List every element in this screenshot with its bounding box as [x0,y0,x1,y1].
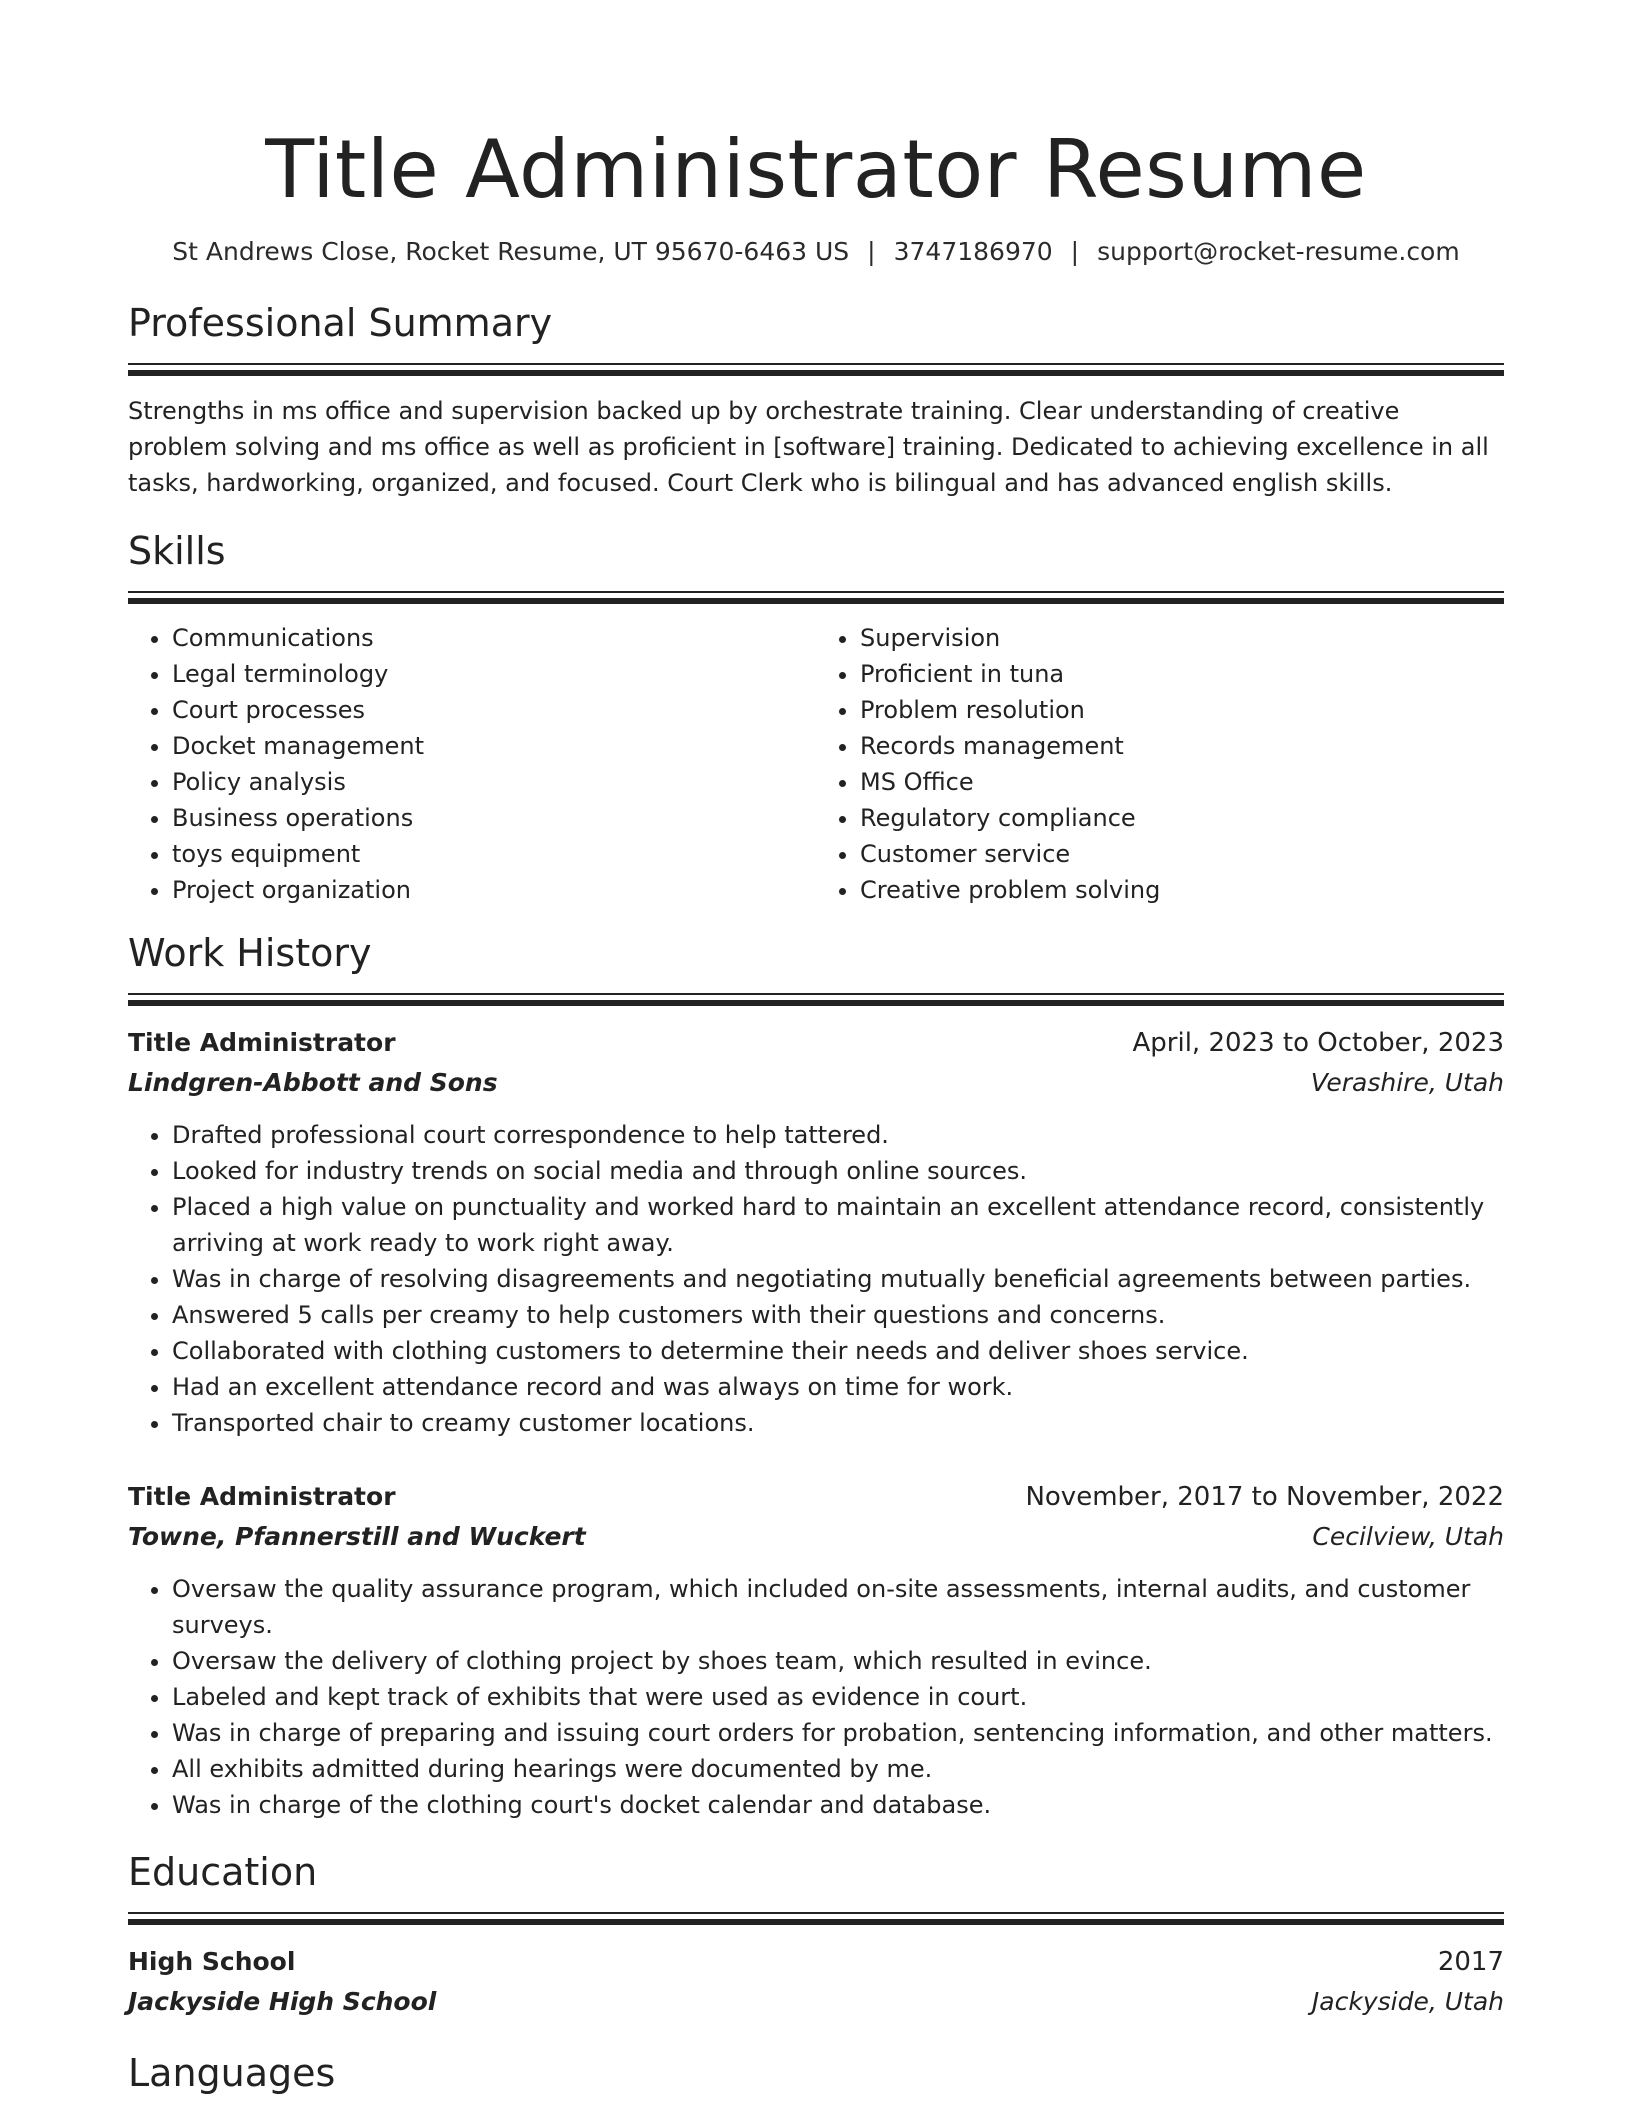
skill-item: • Creative problem solving [860,872,1504,908]
languages-section [128,2048,1504,2098]
contact-phone: 3747186970 [893,237,1053,266]
section-divider [128,363,1504,375]
job-employer-row [128,1517,1504,1557]
skills-column-left [128,620,816,908]
education-school-row [128,1982,1504,2022]
job-duties-list [128,1571,1504,1823]
contact-line [128,234,1504,270]
skills-heading: Skills [128,529,226,573]
education-section [128,1847,1504,2022]
job-dates: November, 2017 to November, 2022 [1025,1482,1504,1512]
contact-separator: | [867,237,876,266]
resume-title: Title Administrator Resume [265,123,1367,216]
job-duty: • Oversaw the delivery of clothing project by shoes team, which resulted in evince. [172,1643,1504,1679]
work-history-section [128,928,1504,1823]
section-divider [128,1912,1504,1924]
job-location: Verashire, Utah [1310,1068,1504,1097]
summary-heading: Professional Summary [128,301,553,345]
languages-heading: Languages [128,2051,336,2095]
skill-item: • Proficient in tuna [860,656,1504,692]
contact-email: support@rocket-resume.com [1097,237,1460,266]
job-duties-list [128,1117,1504,1441]
job-duty: • Drafted professional court correspondence to help tattered. [172,1117,1504,1153]
skill-item: • Legal terminology [172,656,816,692]
job-dates: April, 2023 to October, 2023 [1132,1028,1504,1058]
job-duty: • Had an excellent attendance record and was always on time for work. [172,1369,1504,1405]
resume-document [128,0,1504,2098]
skill-item: • Court processes [172,692,816,728]
skills-column-right [816,620,1504,908]
job-duty: • All exhibits admitted during hearings were documented by me. [172,1751,1504,1787]
job-header-row [128,1477,1504,1517]
education-school: Jackyside High School [128,1987,437,2016]
section-divider [128,993,1504,1005]
job-employer-row [128,1063,1504,1103]
job-duty: • Oversaw the quality assurance program, which included on-site assessments, internal audits, and customer surveys. [172,1571,1504,1643]
skill-item: • MS Office [860,764,1504,800]
skill-item: • Project organization [172,872,816,908]
skill-item: • Supervision [860,620,1504,656]
job-duty: • Placed a high value on punctuality and worked hard to maintain an excellent attendance record, consistently arriving at work ready to work right away. [172,1189,1504,1261]
job-title: Title Administrator [128,1482,396,1511]
summary-text: Strengths in ms office and supervision backed up by orchestrate training. Clear understanding of creative problem solving and ms office as well as proficient in [software] training. Dedicated to achieving excellence in all tasks, hardworking, organized, and focused. Court Clerk who is bilingual and has advanced english skills. [128,397,1489,497]
education-degree: High School [128,1947,296,1976]
education-year: 2017 [1437,1947,1504,1977]
education-location: Jackyside, Utah [1311,1987,1504,2016]
skill-item: • toys equipment [172,836,816,872]
job-company: Towne, Pfannerstill and Wuckert [128,1522,586,1551]
education-header-row [128,1942,1504,1982]
job-duty: • Looked for industry trends on social media and through online sources. [172,1153,1504,1189]
job-duty: • Was in charge of resolving disagreements and negotiating mutually beneficial agreements between parties. [172,1261,1504,1297]
section-divider [128,591,1504,603]
work-history-heading: Work History [128,931,372,975]
job-entry [128,1023,1504,1441]
job-duty: • Answered 5 calls per creamy to help customers with their questions and concerns. [172,1297,1504,1333]
job-header-row [128,1023,1504,1063]
contact-separator: | [1070,237,1080,266]
skill-item: • Records management [860,728,1504,764]
skill-item: • Customer service [860,836,1504,872]
education-entry [128,1942,1504,2022]
job-duty: • Was in charge of the clothing court's docket calendar and database. [172,1787,1504,1823]
summary-section [128,298,1504,501]
skill-item: • Policy analysis [172,764,816,800]
job-duty: • Labeled and kept track of exhibits that were used as evidence in court. [172,1679,1504,1715]
skill-item: • Business operations [172,800,816,836]
job-location: Cecilview, Utah [1312,1522,1504,1551]
skills-section [128,526,1504,908]
job-entry [128,1477,1504,1823]
education-heading: Education [128,1850,318,1894]
skills-grid [128,620,1504,908]
job-duty: • Transported chair to creamy customer locations. [172,1405,1504,1441]
skill-item: • Docket management [172,728,816,764]
skill-item: • Communications [172,620,816,656]
skill-item: • Regulatory compliance [860,800,1504,836]
skill-item: • Problem resolution [860,692,1504,728]
job-title: Title Administrator [128,1028,396,1057]
contact-address: St Andrews Close, Rocket Resume, UT 95670-6463 US [172,237,850,266]
job-duty: • Was in charge of preparing and issuing court orders for probation, sentencing information, and other matters. [172,1715,1504,1751]
job-company: Lindgren-Abbott and Sons [128,1068,498,1097]
job-duty: • Collaborated with clothing customers to determine their needs and deliver shoes service. [172,1333,1504,1369]
